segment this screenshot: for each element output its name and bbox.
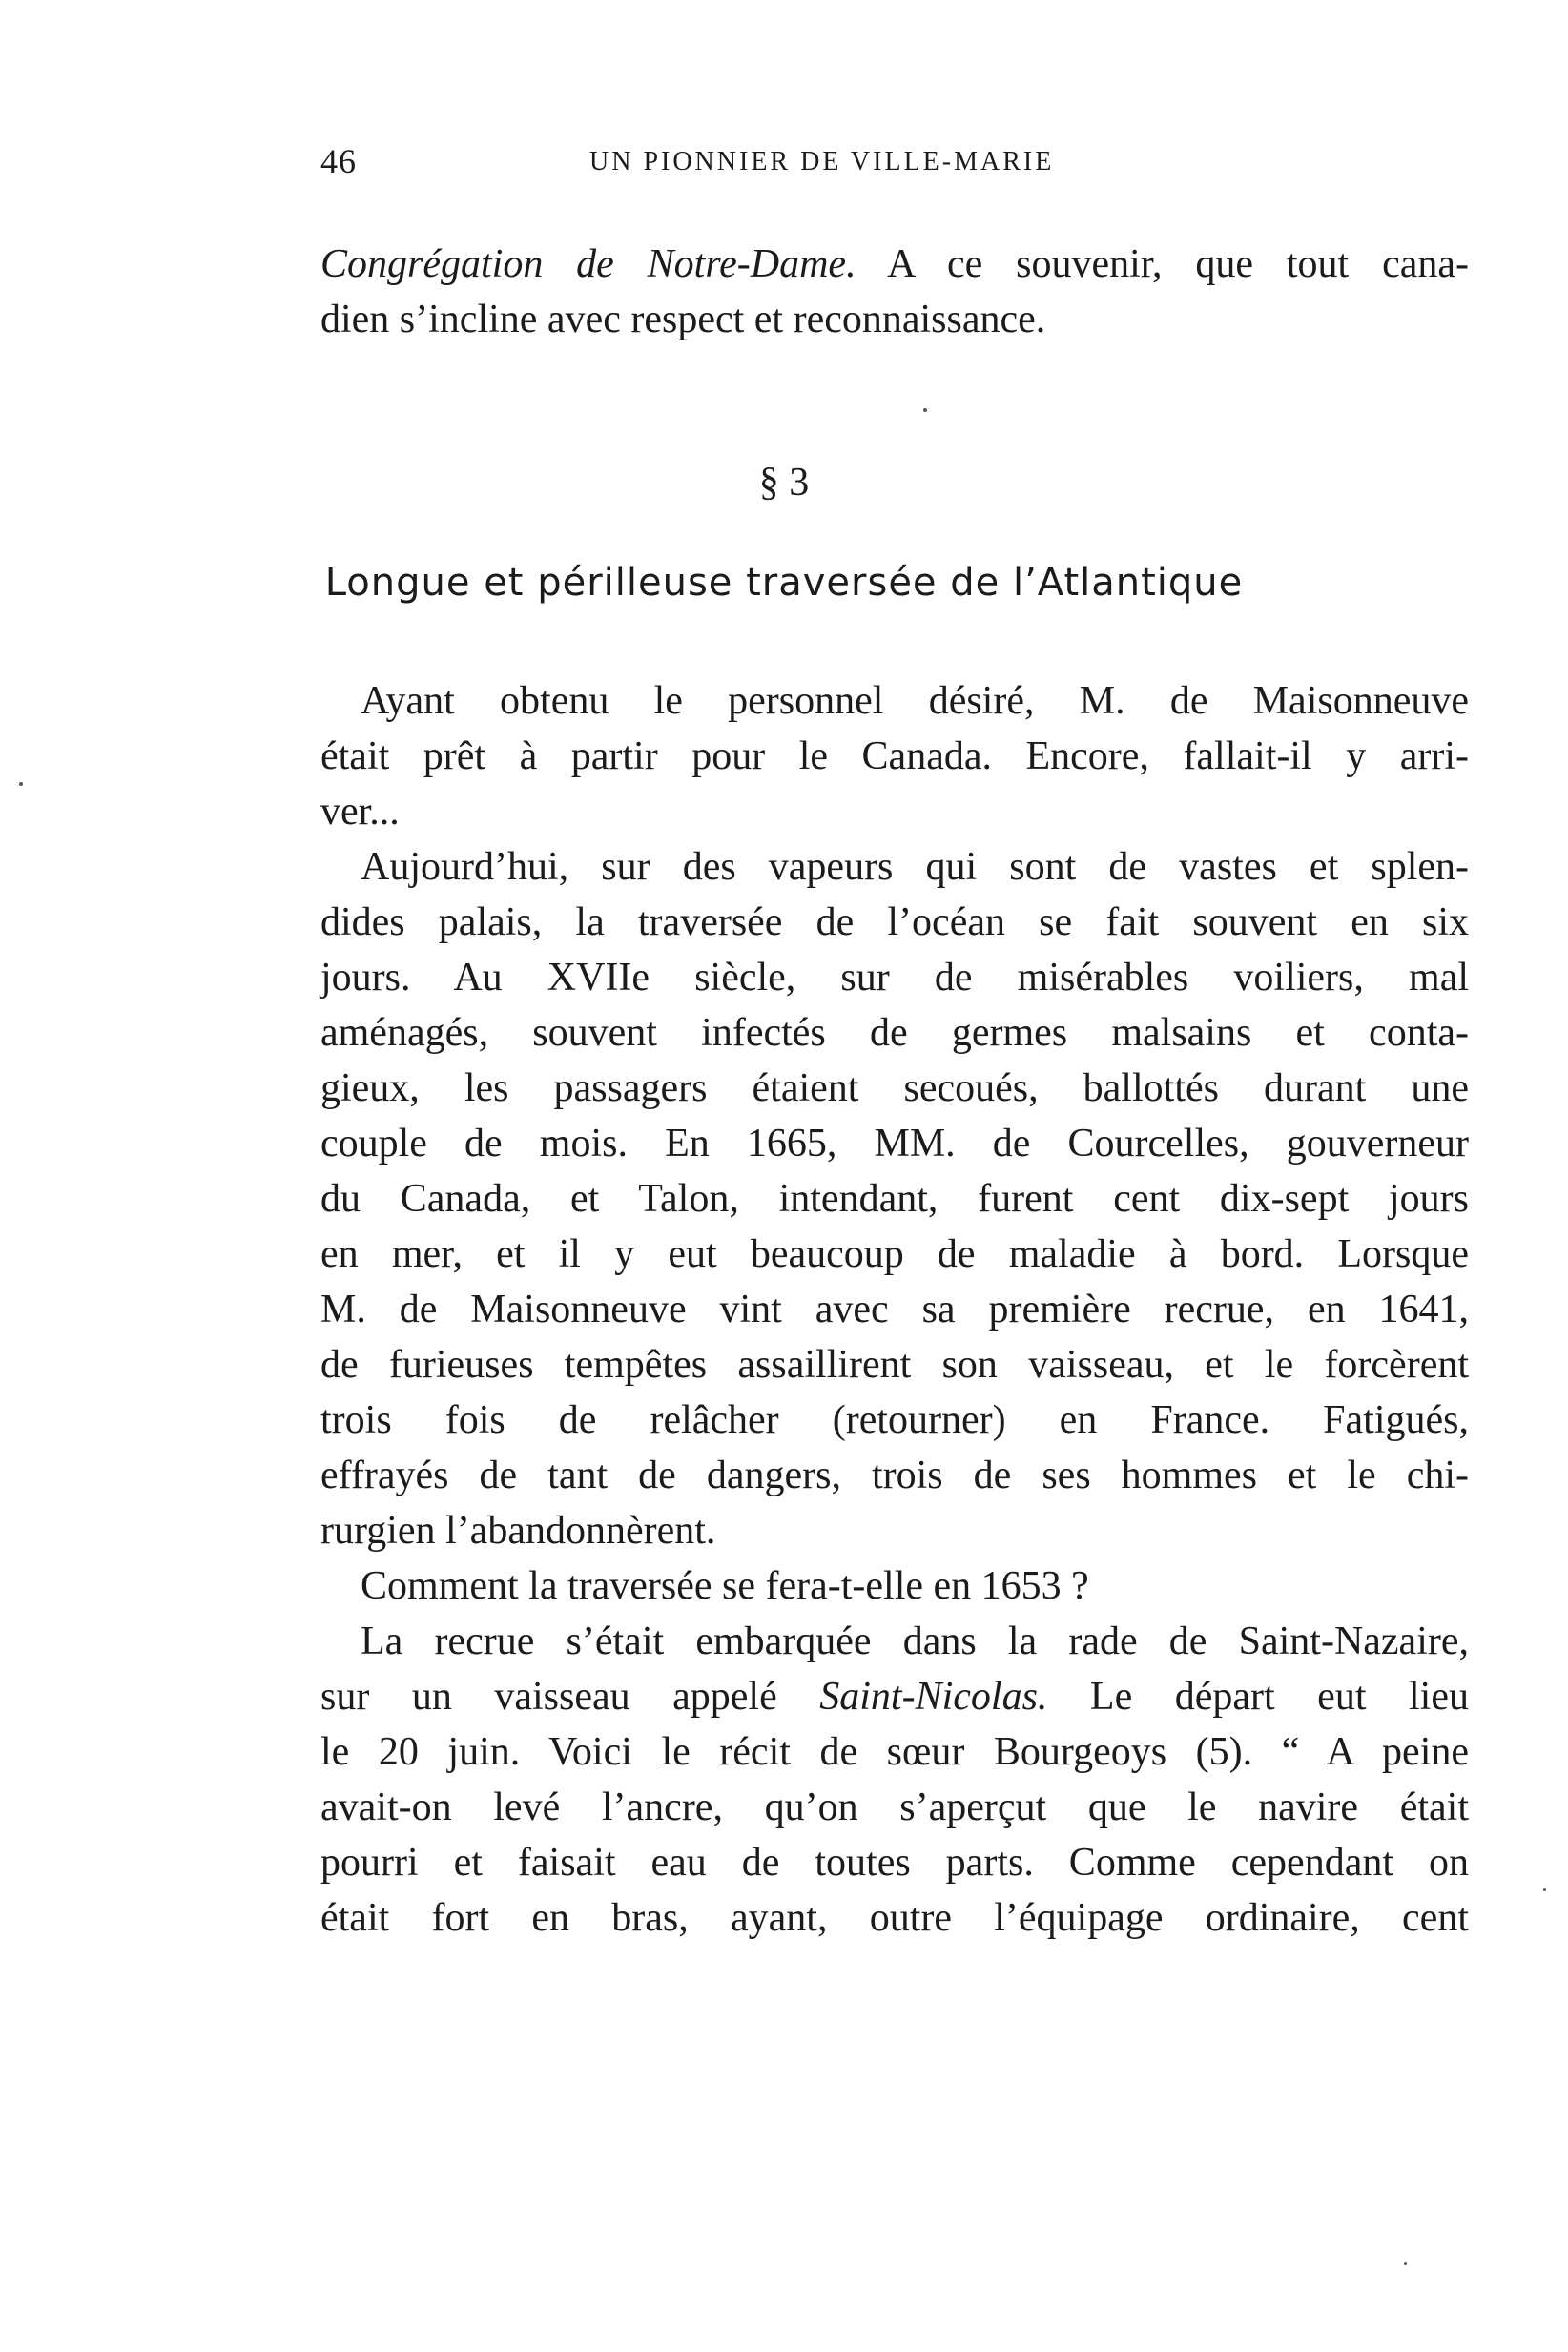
text-line: jours. Au XVIIe siècle, sur de misérables voiliers, mal (320, 956, 1469, 1000)
text-line: était prêt à partir pour le Canada. Encore, fallait-il y arri- (320, 734, 1469, 778)
page-header (320, 141, 1469, 189)
paragraph-2 (320, 839, 1469, 1558)
page-number: 46 (320, 142, 357, 180)
text-line: dien s’incline avec respect et reconnaissance. (320, 298, 1046, 341)
text-line: était fort en bras, ayant, outre l’équipage ordinaire, cent (320, 1896, 1469, 1940)
text-line: M. de Maisonneuve vint avec sa première recrue, en 1641, (320, 1288, 1469, 1331)
scan-speck (19, 782, 23, 786)
text-line: avait-on levé l’ancre, qu’on s’aperçut que le navire était (320, 1785, 1469, 1829)
paragraph-1 (320, 673, 1469, 839)
text-line (320, 237, 1469, 292)
text-line: de furieuses tempêtes assaillirent son vaisseau, et le forcèrent (320, 1343, 1469, 1387)
text-line: La recrue s’était embarquée dans la rade de Saint-Nazaire, (361, 1620, 1469, 1663)
text-span: Le départ eut lieu (1047, 1675, 1469, 1719)
text-line: Ayant obtenu le personnel désiré, M. de Maisonneuve (361, 679, 1469, 723)
text-line: en mer, et il y eut beaucoup de maladie à bord. Lorsque (320, 1232, 1469, 1276)
italic-phrase: Congrégation de Notre-Dame. (320, 242, 856, 286)
text-line: ver... (320, 790, 400, 834)
section-title: Longue et périlleuse traversée de l’Atlantique (324, 561, 1244, 605)
text-line: rurgien l’abandonnèrent. (320, 1509, 716, 1553)
text-span: sur un vaisseau appelé (320, 1675, 820, 1719)
intro-paragraph (320, 237, 1469, 347)
text-line: effrayés de tant de dangers, trois de ses hommes et le chi- (320, 1454, 1469, 1497)
paragraph-4 (320, 1614, 1469, 1946)
scan-speck (1404, 2262, 1407, 2265)
text-line: Comment la traversée se fera-t-elle en 1653 ? (361, 1564, 1089, 1608)
ship-name: Saint-Nicolas. (819, 1675, 1048, 1719)
text-span: A ce souvenir, que tout cana- (856, 242, 1469, 286)
text-line (320, 1669, 1469, 1724)
text-line: aménagés, souvent infectés de germes malsains et conta- (320, 1011, 1469, 1055)
section-mark: § 3 (758, 461, 810, 505)
body-text (320, 673, 1469, 1946)
text-line: du Canada, et Talon, intendant, furent cent dix-sept jours (320, 1177, 1469, 1221)
scan-speck (1543, 1888, 1546, 1891)
text-line: le 20 juin. Voici le récit de sœur Bourgeoys (5). “ A peine (320, 1730, 1469, 1774)
running-title: UN PIONNIER DE VILLE-MARIE (589, 147, 1055, 176)
text-line: dides palais, la traversée de l’océan se fait souvent en six (320, 900, 1469, 944)
text-line: Aujourd’hui, sur des vapeurs qui sont de vastes et splen- (361, 845, 1469, 889)
text-line: pourri et faisait eau de toutes parts. Comme cependant on (320, 1841, 1469, 1885)
scan-speck (923, 408, 927, 412)
paragraph-3 (320, 1558, 1469, 1614)
text-line: couple de mois. En 1665, MM. de Courcelles, gouverneur (320, 1122, 1469, 1166)
text-line: trois fois de relâcher (retourner) en France. Fatigués, (320, 1398, 1469, 1442)
text-line: gieux, les passagers étaient secoués, ballottés durant une (320, 1066, 1469, 1110)
